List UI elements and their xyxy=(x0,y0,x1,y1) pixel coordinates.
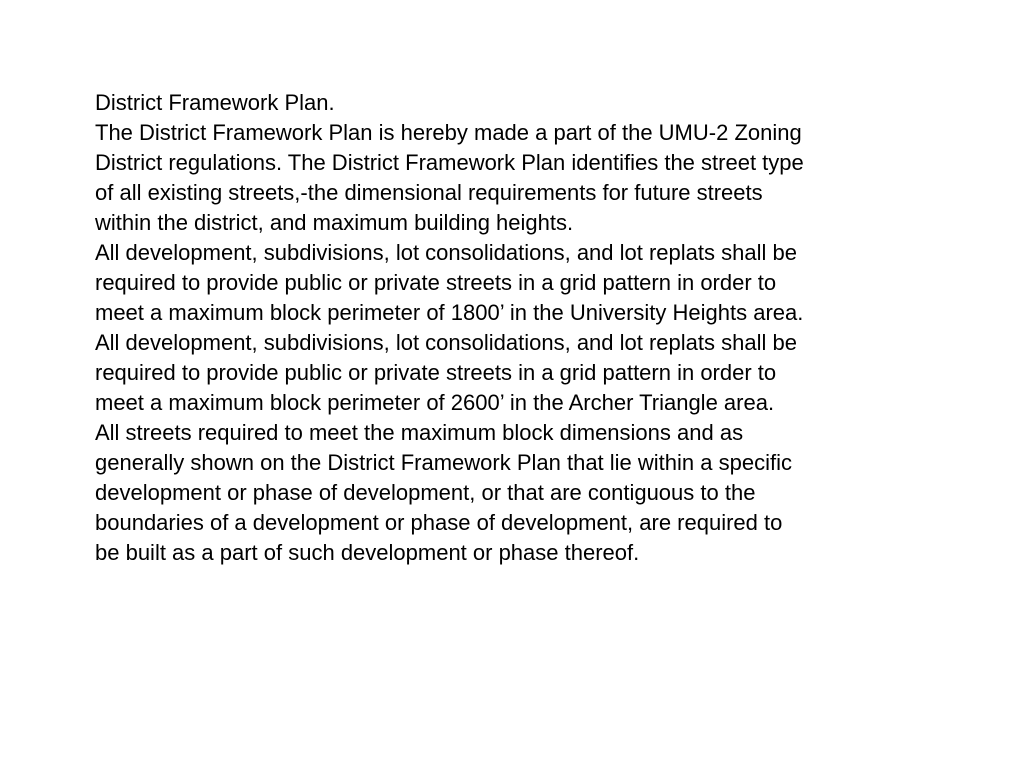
paragraph-university-heights: All development, subdivisions, lot consolidations, and lot replats shall be required to provide public or private streets in a grid pattern in order to meet a maximum block perimeter of 1800’ in the University Heights area. xyxy=(95,240,804,325)
paragraph-framework-plan: The District Framework Plan is hereby made a part of the UMU-2 Zoning District regulations. The District Framework Plan identifies the street type of all existing streets,-the dimensional requirements for future streets within the district, and maximum building heights. xyxy=(95,120,804,235)
document-title: District Framework Plan. xyxy=(95,90,335,115)
paragraph-archer-triangle: All development, subdivisions, lot consolidations, and lot replats shall be required to provide public or private streets in a grid pattern in order to meet a maximum block perimeter of 2600’ in the Archer Triangle area. xyxy=(95,330,797,415)
document-body xyxy=(95,88,935,568)
paragraph-street-construction: All streets required to meet the maximum block dimensions and as generally shown on the District Framework Plan that lie within a specific development or phase of development, or that are contiguous to the boundaries of a development or phase of development, are required to be built as a part of such development or phase thereof. xyxy=(95,420,792,565)
